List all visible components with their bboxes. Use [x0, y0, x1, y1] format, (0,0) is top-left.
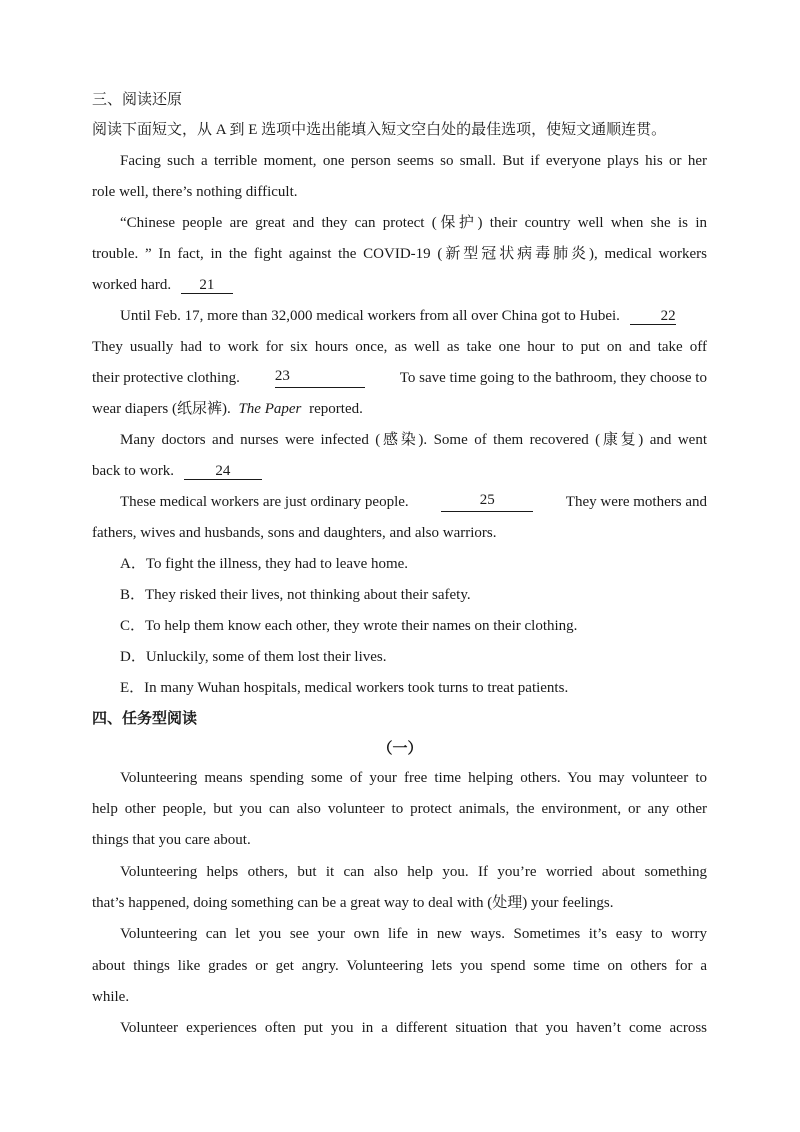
option-b: B．They risked their lives, not thinking about their safety. — [120, 587, 471, 603]
passage-line: Facing such a terrible moment, one person seems so small. But if everyone plays his or her — [120, 153, 707, 169]
passage-line: Volunteer experiences often put you in a different situation that you haven’t come across — [120, 1020, 707, 1036]
passage-line: Volunteering means spending some of your free time helping others. You may volunteer to — [120, 770, 707, 786]
passage-line: Many doctors and nurses were infected (感染). Some of them recovered (康复) and went — [120, 432, 707, 448]
passage-line: while. — [92, 989, 130, 1005]
passage-text: Until Feb. 17, more than 32,000 medical workers from all over China got to Hubei. — [120, 308, 620, 324]
blank-24[interactable]: 24 — [184, 463, 262, 480]
newspaper-title: The Paper — [238, 401, 302, 417]
passage-text: wear diapers (纸尿裤). — [92, 401, 231, 417]
passage-text: To save time going to the bathroom, they choose to — [399, 370, 707, 386]
passage-line — [92, 461, 262, 481]
passage-line — [92, 399, 363, 419]
passage-line: They usually had to work for six hours once, as well as take one hour to put on and take off — [92, 339, 707, 355]
passage-line: trouble. ” In fact, in the fight against the COVID-19 (新型冠状病毒肺炎), medical workers — [92, 246, 707, 262]
section-3-instruction: 阅读下面短文，从 A 到 E 选项中选出能填入短文空白处的最佳选项，使短文通顺连贯。 — [92, 122, 667, 138]
passage-line: role well, there’s nothing difficult. — [92, 184, 298, 200]
option-e: E．In many Wuhan hospitals, medical workers took turns to treat patients. — [120, 680, 569, 696]
passage-text: These medical workers are just ordinary people. — [120, 494, 409, 510]
passage-line — [92, 368, 707, 388]
section-4-subheading: （一） — [377, 739, 423, 757]
passage-text: worked hard. — [92, 277, 172, 293]
passage-line: that’s happened, doing something can be a great way to deal with (处理) your feelings. — [92, 895, 614, 911]
passage-line: Volunteering can let you see your own life in new ways. Sometimes it’s easy to worry — [120, 926, 707, 942]
blank-25[interactable]: 25 — [441, 492, 533, 512]
passage-line: help other people, but you can also volunteer to protect animals, the environment, or any other — [92, 801, 707, 817]
option-d: D．Unluckily, some of them lost their lives. — [120, 649, 387, 665]
passage-text: their protective clothing. — [92, 370, 240, 386]
passage-line: about things like grades or get angry. Volunteering lets you spend some time on others for a — [92, 958, 707, 974]
blank-22[interactable]: 22 — [630, 308, 676, 325]
passage-line — [120, 492, 707, 512]
passage-line: things that you care about. — [92, 832, 251, 848]
passage-text: back to work. — [92, 463, 175, 479]
passage-text: reported. — [309, 401, 363, 417]
section-3-heading: 三、阅读还原 — [92, 92, 183, 108]
passage-text: They were mothers and — [565, 494, 707, 510]
passage-line — [120, 306, 709, 326]
option-a: A．To fight the illness, they had to leave home. — [120, 556, 409, 572]
passage-line: “Chinese people are great and they can protect (保护) their country well when she is in — [120, 215, 707, 231]
option-c: C．To help them know each other, they wrote their names on their clothing. — [120, 618, 578, 634]
passage-line: fathers, wives and husbands, sons and daughters, and also warriors. — [92, 525, 497, 541]
passage-line: Volunteering helps others, but it can also help you. If you’re worried about something — [120, 864, 707, 880]
blank-21[interactable]: 21 — [181, 277, 233, 294]
passage-line — [92, 275, 233, 295]
section-4-heading: 四、任务型阅读 — [92, 709, 198, 727]
blank-23[interactable]: 23 — [275, 368, 365, 388]
